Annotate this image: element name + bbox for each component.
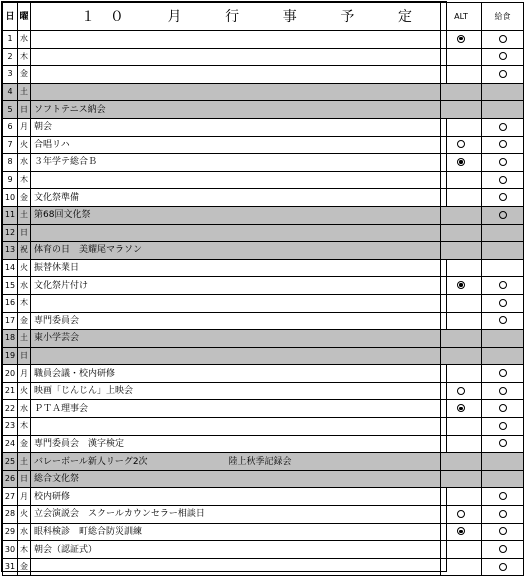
day-cell: 15: [3, 277, 18, 295]
schedule-row: [3, 382, 524, 400]
day-cell: 30: [3, 541, 18, 559]
day-cell: 4: [3, 83, 18, 101]
weekday-cell: 祝: [18, 242, 31, 260]
kyushoku-cell: [482, 312, 524, 330]
weekday-cell: 日: [18, 347, 31, 365]
circle-icon: [499, 404, 507, 412]
header-day: 日: [3, 3, 18, 31]
weekday-cell: 日: [18, 224, 31, 242]
kyushoku-cell: [482, 171, 524, 189]
schedule-row: [3, 558, 524, 576]
circle-icon: [499, 176, 507, 184]
kyushoku-cell: [482, 382, 524, 400]
event-cell: 眼科検診 町総合防災訓練: [31, 523, 441, 541]
circle-icon: [499, 422, 507, 430]
schedule-row: [3, 294, 524, 312]
schedule-row: [3, 453, 524, 471]
event-cell: ソフトテニス納会: [31, 101, 441, 119]
event-cell: ３年学テ総合Ｂ: [31, 154, 441, 172]
weekday-cell: 火: [18, 382, 31, 400]
event-cell: 第68回文化祭: [31, 206, 441, 224]
circle-icon: [499, 387, 507, 395]
day-cell: 17: [3, 312, 18, 330]
schedule-row: [3, 470, 524, 488]
kyushoku-cell: [482, 541, 524, 559]
day-cell: 2: [3, 48, 18, 66]
kyushoku-cell: [482, 101, 524, 119]
schedule-row: [3, 506, 524, 524]
schedule-row: [3, 418, 524, 436]
event-cell: 東小学芸会: [31, 330, 441, 348]
circle-icon: [499, 281, 507, 289]
alt-cell: [441, 224, 482, 242]
circle-icon: [499, 211, 507, 219]
kyushoku-cell: [482, 118, 524, 136]
header-row: [3, 3, 524, 31]
day-cell: 16: [3, 294, 18, 312]
schedule-row: [3, 347, 524, 365]
alt-cell: [441, 470, 482, 488]
circle-icon: [499, 492, 507, 500]
day-cell: 27: [3, 488, 18, 506]
weekday-cell: 金: [18, 312, 31, 330]
event-cell: 専門委員会: [31, 312, 441, 330]
weekday-cell: 土: [18, 330, 31, 348]
event-cell: 朝会（認証式）: [31, 541, 441, 559]
kyushoku-cell: [482, 330, 524, 348]
alt-cell: [441, 453, 482, 471]
alt-cell: [441, 48, 482, 66]
day-cell: 9: [3, 171, 18, 189]
schedule-row: [3, 259, 524, 277]
day-cell: 20: [3, 365, 18, 383]
circle-icon: [499, 439, 507, 447]
event-cell: 文化祭片付け: [31, 277, 441, 295]
event-cell: [31, 418, 441, 436]
double-circle-icon: [457, 281, 465, 289]
circle-icon: [499, 123, 507, 131]
day-cell: 14: [3, 259, 18, 277]
event-cell: 職員会議・校内研修: [31, 365, 441, 383]
day-cell: 10: [3, 189, 18, 207]
kyushoku-cell: [482, 48, 524, 66]
kyushoku-cell: [482, 259, 524, 277]
schedule-row: [3, 154, 524, 172]
alt-cell: [441, 558, 482, 576]
kyushoku-cell: [482, 189, 524, 207]
schedule-row: [3, 171, 524, 189]
schedule-row: [3, 31, 524, 49]
schedule-row: [3, 365, 524, 383]
kyushoku-cell: [482, 400, 524, 418]
page-title: １０ 月 行 事 予 定: [31, 3, 441, 31]
day-cell: 25: [3, 453, 18, 471]
event-cell: 立会演説会 スクールカウンセラー相談日: [31, 506, 441, 524]
weekday-cell: 水: [18, 277, 31, 295]
day-cell: 24: [3, 435, 18, 453]
schedule-row: [3, 277, 524, 295]
weekday-cell: 火: [18, 259, 31, 277]
weekday-cell: 月: [18, 118, 31, 136]
circle-icon: [499, 140, 507, 148]
day-cell: 22: [3, 400, 18, 418]
circle-icon: [457, 387, 465, 395]
schedule-sheet: [1, 1, 511, 572]
alt-cell: [441, 277, 482, 295]
schedule-row: [3, 242, 524, 260]
circle-icon: [499, 35, 507, 43]
event-cell: 体育の日 美耀尾マラソン: [31, 242, 441, 260]
event-cell: [31, 31, 441, 49]
schedule-row: [3, 101, 524, 119]
kyushoku-cell: [482, 506, 524, 524]
schedule-row: [3, 312, 524, 330]
kyushoku-cell: [482, 154, 524, 172]
header-weekday: 曜: [18, 3, 31, 31]
kyushoku-cell: [482, 418, 524, 436]
weekday-cell: 日: [18, 101, 31, 119]
event-cell: [31, 66, 441, 84]
header-kyushoku: 給食: [482, 3, 524, 31]
alt-cell: [441, 242, 482, 260]
kyushoku-cell: [482, 347, 524, 365]
day-cell: 12: [3, 224, 18, 242]
day-cell: 11: [3, 206, 18, 224]
kyushoku-cell: [482, 242, 524, 260]
alt-cell: [441, 154, 482, 172]
kyushoku-cell: [482, 523, 524, 541]
circle-icon: [499, 545, 507, 553]
weekday-cell: 土: [18, 83, 31, 101]
alt-cell: [441, 506, 482, 524]
alt-cell: [441, 259, 482, 277]
alt-cell: [441, 206, 482, 224]
kyushoku-cell: [482, 294, 524, 312]
day-cell: 13: [3, 242, 18, 260]
weekday-cell: 金: [18, 558, 31, 576]
event-cell: 文化祭準備: [31, 189, 441, 207]
alt-cell: [441, 400, 482, 418]
day-cell: 7: [3, 136, 18, 154]
event-cell: バレーボール新人リーグ2次 陸上秋季記録会: [31, 453, 441, 471]
event-cell: [31, 48, 441, 66]
weekday-cell: 木: [18, 171, 31, 189]
double-circle-icon: [457, 158, 465, 166]
day-cell: 5: [3, 101, 18, 119]
double-circle-icon: [457, 527, 465, 535]
event-cell: 合唱リハ: [31, 136, 441, 154]
alt-cell: [441, 541, 482, 559]
schedule-row: [3, 48, 524, 66]
circle-icon: [499, 527, 507, 535]
alt-cell: [441, 347, 482, 365]
weekday-cell: 日: [18, 470, 31, 488]
weekday-cell: 土: [18, 453, 31, 471]
circle-icon: [499, 510, 507, 518]
event-cell: 専門委員会 漢字検定: [31, 435, 441, 453]
schedule-row: [3, 541, 524, 559]
alt-cell: [441, 136, 482, 154]
circle-icon: [499, 299, 507, 307]
weekday-cell: 金: [18, 189, 31, 207]
alt-cell: [441, 31, 482, 49]
alt-cell: [441, 118, 482, 136]
kyushoku-cell: [482, 206, 524, 224]
schedule-row: [3, 330, 524, 348]
schedule-row: [3, 118, 524, 136]
weekday-cell: 水: [18, 154, 31, 172]
schedule-row: [3, 488, 524, 506]
event-cell: [31, 294, 441, 312]
alt-cell: [441, 330, 482, 348]
schedule-row: [3, 206, 524, 224]
alt-cell: [441, 83, 482, 101]
weekday-cell: 月: [18, 365, 31, 383]
kyushoku-cell: [482, 224, 524, 242]
alt-cell: [441, 189, 482, 207]
schedule-row: [3, 224, 524, 242]
alt-cell: [441, 365, 482, 383]
event-cell: 映画「じんじん」上映会: [31, 382, 441, 400]
circle-icon: [499, 70, 507, 78]
day-cell: 8: [3, 154, 18, 172]
alt-cell: [441, 312, 482, 330]
event-cell: [31, 83, 441, 101]
day-cell: 19: [3, 347, 18, 365]
circle-icon: [499, 316, 507, 324]
weekday-cell: 金: [18, 66, 31, 84]
schedule-row: [3, 523, 524, 541]
event-cell: 校内研修: [31, 488, 441, 506]
day-cell: 26: [3, 470, 18, 488]
event-cell: 総合文化祭: [31, 470, 441, 488]
kyushoku-cell: [482, 136, 524, 154]
day-cell: 3: [3, 66, 18, 84]
day-cell: 18: [3, 330, 18, 348]
kyushoku-cell: [482, 66, 524, 84]
alt-cell: [441, 488, 482, 506]
kyushoku-cell: [482, 435, 524, 453]
day-cell: 23: [3, 418, 18, 436]
schedule-row: [3, 66, 524, 84]
kyushoku-cell: [482, 453, 524, 471]
weekday-cell: 木: [18, 418, 31, 436]
event-cell: [31, 171, 441, 189]
schedule-row: [3, 189, 524, 207]
day-cell: 29: [3, 523, 18, 541]
weekday-cell: 木: [18, 48, 31, 66]
alt-cell: [441, 382, 482, 400]
weekday-cell: 月: [18, 488, 31, 506]
circle-icon: [457, 510, 465, 518]
day-cell: 28: [3, 506, 18, 524]
day-cell: 1: [3, 31, 18, 49]
event-cell: ＰＴＡ理事会: [31, 400, 441, 418]
event-cell: [31, 558, 441, 576]
schedule-row: [3, 83, 524, 101]
day-cell: 6: [3, 118, 18, 136]
circle-icon: [499, 369, 507, 377]
weekday-cell: 水: [18, 31, 31, 49]
circle-icon: [499, 52, 507, 60]
weekday-cell: 木: [18, 294, 31, 312]
schedule-row: [3, 400, 524, 418]
schedule-table: [2, 2, 524, 576]
schedule-row: [3, 136, 524, 154]
circle-icon: [499, 193, 507, 201]
weekday-cell: 火: [18, 506, 31, 524]
event-cell: 振替休業日: [31, 259, 441, 277]
circle-icon: [499, 563, 507, 571]
header-alt: ALT: [441, 3, 482, 31]
alt-cell: [441, 418, 482, 436]
alt-cell: [441, 101, 482, 119]
circle-icon: [499, 158, 507, 166]
kyushoku-cell: [482, 83, 524, 101]
alt-cell: [441, 294, 482, 312]
alt-cell: [441, 435, 482, 453]
double-circle-icon: [457, 35, 465, 43]
day-cell: 21: [3, 382, 18, 400]
weekday-cell: 木: [18, 541, 31, 559]
event-cell: [31, 347, 441, 365]
double-circle-icon: [457, 404, 465, 412]
weekday-cell: 金: [18, 435, 31, 453]
kyushoku-cell: [482, 277, 524, 295]
weekday-cell: 土: [18, 206, 31, 224]
alt-cell: [441, 171, 482, 189]
day-cell: 31: [3, 558, 18, 576]
kyushoku-cell: [482, 488, 524, 506]
circle-icon: [457, 140, 465, 148]
weekday-cell: 水: [18, 523, 31, 541]
alt-cell: [441, 66, 482, 84]
weekday-cell: 火: [18, 136, 31, 154]
kyushoku-cell: [482, 365, 524, 383]
event-cell: [31, 224, 441, 242]
alt-cell: [441, 523, 482, 541]
event-cell: 朝会: [31, 118, 441, 136]
schedule-row: [3, 435, 524, 453]
kyushoku-cell: [482, 470, 524, 488]
kyushoku-cell: [482, 558, 524, 576]
weekday-cell: 水: [18, 400, 31, 418]
kyushoku-cell: [482, 31, 524, 49]
